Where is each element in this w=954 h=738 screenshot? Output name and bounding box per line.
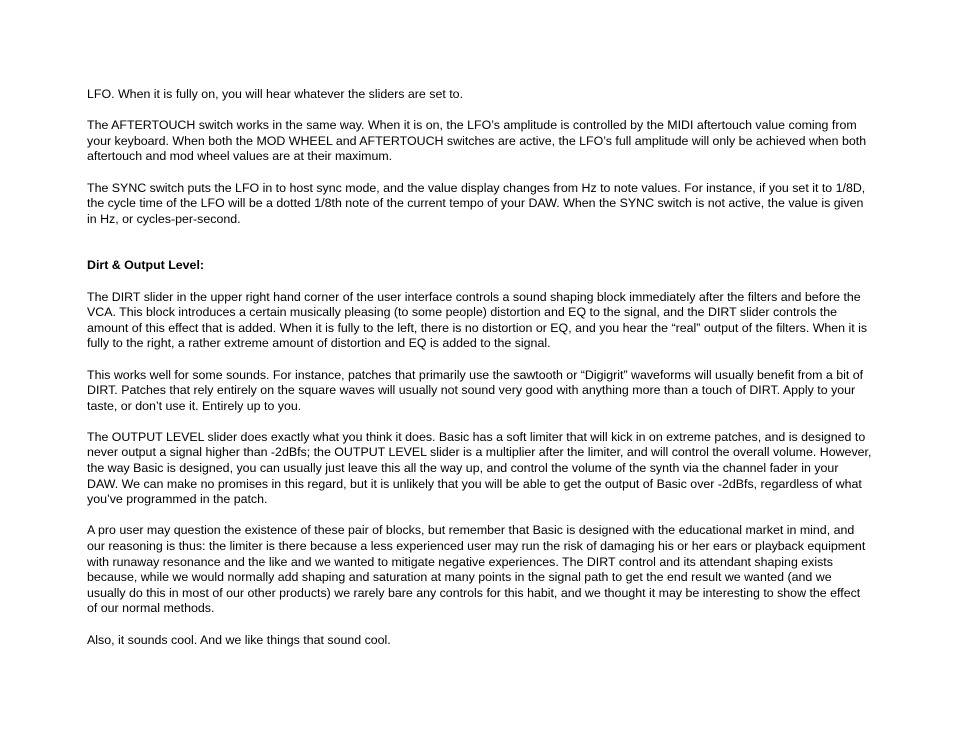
section-heading-dirt-output: Dirt & Output Level:	[87, 258, 205, 273]
paragraph-aftertouch: The AFTERTOUCH switch works in the same way. When it is on, the LFO’s amplitude is controlled by the MIDI aftertouch value coming from your keyboard. When both the MOD WHEEL and AFTERTOUCH switches are active, the LFO’s full amplitude will only be achieved when both aftertouch and mod wheel values are at their maximum.	[87, 118, 867, 164]
paragraph-pro-user: A pro user may question the existence of these pair of blocks, but remember that Basic is designed with the educational market in mind, and our reasoning is thus: the limiter is there because a less experienced user may run the risk of damaging his or her ears or playback equipment with runaway resonance and the like and we wanted to mitigate negative experiences. The DIRT control and its attendant shaping exists because, while we would normally add shaping and saturation at many points in the signal path to get the end result we wanted (and we usually do this in most of our other products) we rarely bare any controls for this habit, and we thought it may be interesting to show the effect of our normal methods.	[87, 523, 866, 616]
paragraph-output-level: The OUTPUT LEVEL slider does exactly what you think it does. Basic has a soft limiter that will kick in on extreme patches, and is designed to never output a signal higher than -2dBfs; the OUTPUT LEVEL slider is a multiplier after the limiter, and will control the overall volume. However, the way Basic is designed, you can usually just leave this all the way up, and control the volume of the synth via the channel fader in your DAW. We can make no promises in this regard, but it is unlikely that you will be able to get the output of Basic over -2dBfs, regardless of what you’ve programmed in the patch.	[87, 429, 872, 507]
paragraph-lfo-end: LFO. When it is fully on, you will hear whatever the sliders are set to.	[87, 87, 464, 101]
paragraph-sync: The SYNC switch puts the LFO in to host sync mode, and the value display changes from Hz to note values. For instance, if you set it to 1/8D, the cycle time of the LFO will be a dotted 1/8th note of the current tempo of your DAW. When the SYNC switch is not active, the value is given in Hz, or cycles-per-second.	[87, 180, 866, 226]
paragraph-dirt-slider: The DIRT slider in the upper right hand corner of the user interface controls a sound shaping block immediately after the filters and before the VCA. This block introduces a certain musically pleasing (to some people) distortion and EQ to the signal, and the DIRT slider controls the amount of this effect that is added. When it is fully to the left, there is no distortion or EQ, and you hear the “real” output of the filters. When it is fully to the right, a rather extreme amount of distortion and EQ is added to the signal.	[87, 289, 868, 351]
paragraph-sounds-cool: Also, it sounds cool. And we like things that sound cool.	[87, 632, 391, 647]
document-page	[87, 87, 872, 664]
paragraph-dirt-usage: This works well for some sounds. For instance, patches that primarily use the sawtooth or “Digigrit” waveforms will usually benefit from a bit of DIRT. Patches that rely entirely on the square waves will usually not sound very good with anything more than a touch of DIRT. Apply to your taste, or don’t use it. Entirely up to you.	[87, 367, 864, 413]
